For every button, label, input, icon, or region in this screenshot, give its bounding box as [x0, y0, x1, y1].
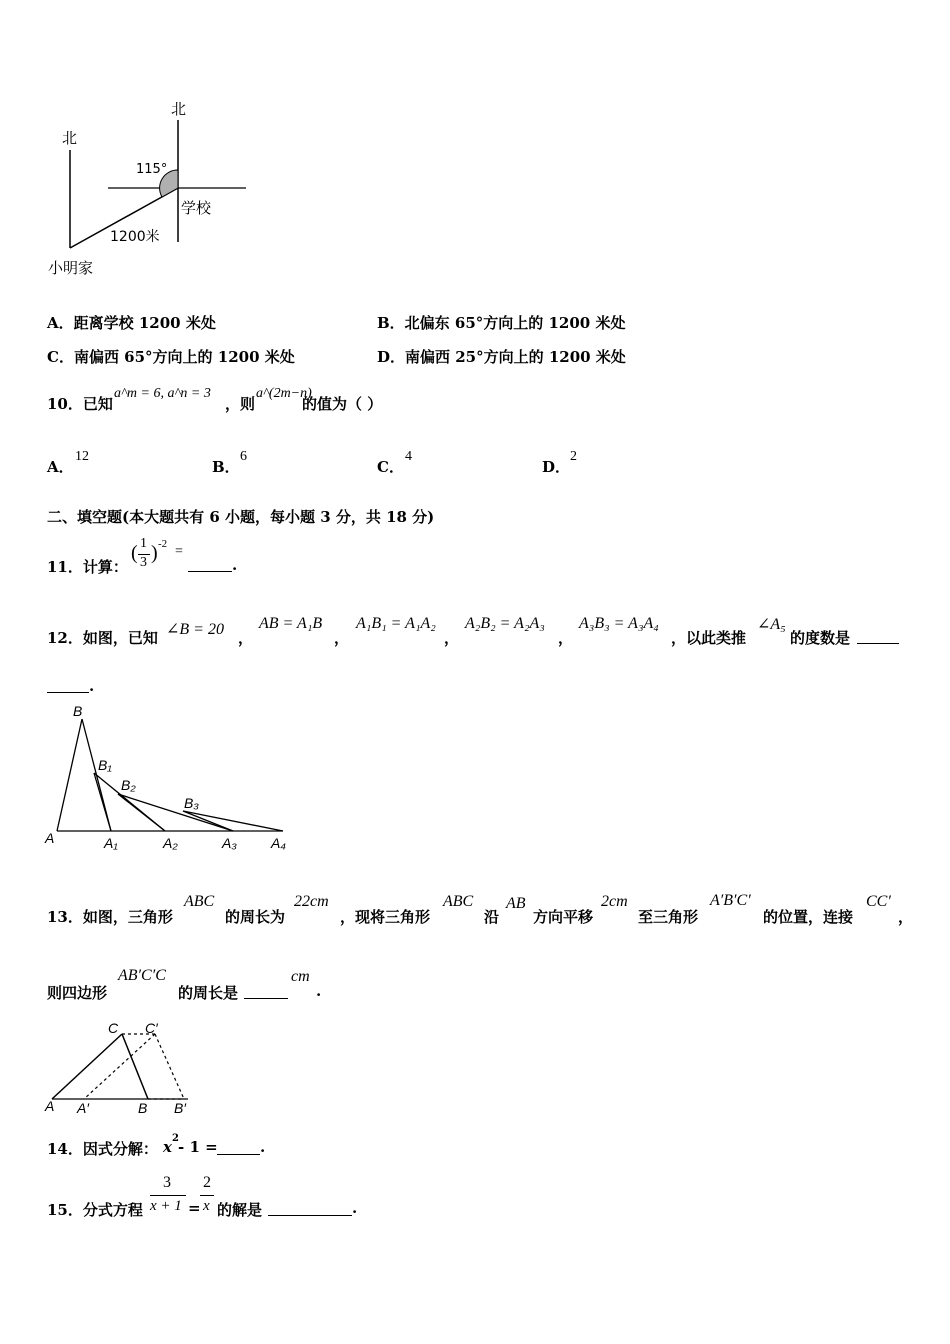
q14-rest: - 1 = — [178, 1138, 218, 1156]
q13-text-4: 方向平移 — [533, 908, 594, 926]
q13-end: . — [316, 982, 322, 1000]
q11-exponent: -2 — [158, 538, 168, 550]
vertex-A: A — [45, 1098, 55, 1114]
q10-option-d: 2 — [570, 449, 577, 464]
q12-condition-4: A₂B₂ = A₂A₃ — [465, 615, 545, 632]
q12-comma-3: ， — [444, 629, 460, 647]
q10-condition: a^m = 6, a^n = 3 — [114, 386, 211, 401]
q11-open-paren: ( — [131, 542, 138, 564]
q10-option-b-label: B． — [212, 458, 240, 476]
vertex-C-prime: C′ — [145, 1020, 158, 1036]
q14-x: x — [163, 1138, 172, 1156]
q10-option-c: 4 — [405, 449, 412, 464]
q10-option-d-label: D． — [542, 458, 571, 476]
q12-prefix: 12．如图，已知 — [47, 629, 158, 647]
q12-comma-1: ， — [238, 629, 254, 647]
q11-end: . — [232, 556, 238, 574]
vertex-B-prime: B′ — [174, 1100, 186, 1116]
angle-label: 115° — [136, 162, 168, 177]
school-label: 学校 — [181, 199, 212, 217]
q11-prefix: 11．计算： — [47, 558, 128, 576]
q11-numerator: 1 — [140, 536, 147, 551]
q14-answer-blank[interactable] — [217, 1154, 260, 1155]
q13-text-1: 的周长为 — [225, 908, 286, 926]
vertex-A-prime: A′ — [77, 1100, 89, 1116]
option-c: C．南偏西 65°方向上的 1200 米处 — [47, 348, 295, 366]
q13-quadrilateral: AB′C′C — [118, 967, 166, 984]
q13-line2-prefix: 则四边形 — [47, 984, 108, 1002]
vertex-A2: A₂ — [163, 835, 178, 851]
q14-exponent: 2 — [172, 1133, 179, 1144]
vertex-B: B — [138, 1100, 148, 1116]
q13-perimeter: 22cm — [294, 893, 329, 910]
q15-fraction-bar-1 — [150, 1195, 186, 1196]
q15-numerator-2: 2 — [203, 1174, 211, 1191]
q15-denominator-1: x + 1 — [150, 1198, 182, 1214]
q12-condition-5: A₃B₃ = A₃A₄ — [579, 615, 659, 632]
home-label: 小明家 — [48, 259, 94, 277]
q13-text-7: 的周长是 — [178, 984, 239, 1002]
q14-end: . — [260, 1138, 266, 1156]
vertex-A: A — [45, 830, 55, 846]
q13-text-5: 至三角形 — [638, 908, 699, 926]
q10-option-c-label: C． — [377, 458, 404, 476]
q12-condition-2: AB = A₁B — [259, 615, 323, 632]
vertex-B: B — [73, 703, 83, 719]
q10-then: ，则 — [225, 395, 256, 413]
q15-answer-blank[interactable] — [268, 1215, 352, 1216]
q15-equals: = — [188, 1199, 201, 1217]
q11-denominator: 3 — [140, 555, 147, 570]
q12-end: . — [89, 677, 95, 695]
q10-expression: a^(2m−n) — [256, 386, 312, 401]
q13-prefix: 13．如图，三角形 — [47, 908, 173, 926]
distance-label: 1200米 — [110, 229, 160, 245]
vertex-B3: B₃ — [184, 795, 199, 811]
q13-triangle-3: A′B′C′ — [710, 892, 751, 909]
q12-condition-3: A₁B₁ = A₁A₂ — [356, 615, 436, 632]
q13-triangle-2: ABC — [443, 893, 474, 910]
option-d: D．南偏西 25°方向上的 1200 米处 — [377, 348, 626, 366]
option-a: A．距离学校 1200 米处 — [47, 314, 216, 332]
q12-mid: ，以此类推 — [671, 629, 747, 647]
q12-condition-1: ∠B = 20 — [166, 621, 224, 638]
q11-equals: = — [175, 544, 183, 559]
q13-shift: 2cm — [601, 893, 628, 910]
q13-text-2: ，现将三角形 — [340, 908, 431, 926]
q10-option-a-label: A． — [47, 458, 74, 476]
q15-end: . — [352, 1199, 358, 1217]
vertex-A4: A₄ — [271, 835, 286, 851]
q14-prefix: 14．因式分解： — [47, 1140, 158, 1158]
q10-suffix: 的值为（ ） — [302, 395, 383, 413]
q13-triangle-1: ABC — [184, 893, 215, 910]
north-label-left: 北 — [62, 129, 78, 147]
q15-prefix: 15．分式方程 — [47, 1201, 143, 1219]
vertex-A1: A₁ — [104, 835, 118, 851]
q12-suffix: 的度数是 — [790, 629, 851, 647]
q13-comma: ， — [898, 908, 914, 926]
vertex-B1: B₁ — [98, 757, 112, 773]
q10-option-a: 12 — [75, 449, 89, 464]
vertex-A3: A₃ — [222, 835, 237, 851]
section-heading: 二、填空题(本大题共有 6 小题，每小题 3 分，共 18 分) — [47, 508, 435, 526]
q15-denominator-2: x — [203, 1198, 210, 1214]
q13-cc: CC′ — [866, 893, 891, 910]
vertex-C: C — [108, 1020, 119, 1036]
q13-text-3: 沿 — [484, 908, 500, 926]
q13-ab: AB — [506, 895, 526, 912]
north-label-top: 北 — [171, 100, 187, 118]
vertex-B2: B₂ — [121, 777, 136, 793]
q12-comma-2: ， — [334, 629, 350, 647]
q15-numerator-1: 3 — [163, 1174, 171, 1191]
q15-fraction-bar-2 — [200, 1195, 214, 1196]
q15-suffix: 的解是 — [217, 1201, 263, 1219]
q12-comma-4: ， — [558, 629, 574, 647]
option-b: B．北偏东 65°方向上的 1200 米处 — [377, 314, 626, 332]
q13-text-6: 的位置，连接 — [763, 908, 854, 926]
q11-close-paren: ) — [151, 542, 158, 564]
q13-unit: cm — [291, 968, 310, 985]
q10-option-b: 6 — [240, 449, 247, 464]
q10-prefix: 10．已知 — [47, 395, 113, 413]
q12-angle: ∠A₅ — [757, 616, 786, 633]
